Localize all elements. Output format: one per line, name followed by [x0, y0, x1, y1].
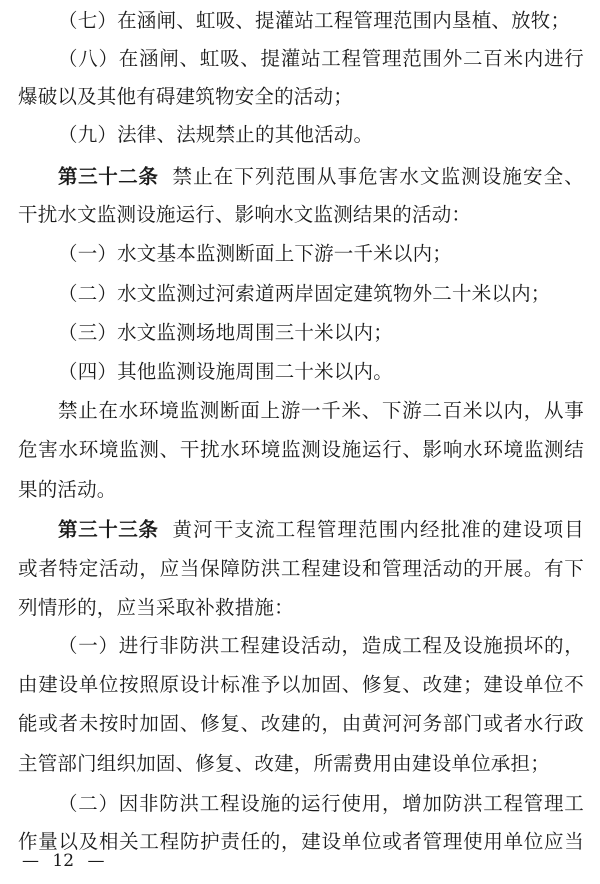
text-line: 列情形的，应当采取补救措施： [18, 596, 294, 619]
text-line: 黄河干支流工程管理范围内经批准的建设项目 [172, 518, 584, 541]
text-line: （二）水文监测过河索道两岸固定建筑物外二十米以内； [58, 282, 551, 305]
page-footer [22, 851, 112, 871]
text-line: 危害水环境监测、干扰水环境监测设施运行、影响水环境监测结 [18, 438, 584, 461]
article-33-heading-line [58, 518, 584, 542]
article-32-heading-line [58, 165, 584, 189]
footer-dash-right: — [87, 851, 105, 871]
text-line: 禁止在水环境监测断面上游一千米、下游二百米以内，从事 [58, 399, 584, 422]
footer-dash: — [22, 851, 39, 871]
text-line: 主管部门组织加固、修复、改建，所需费用由建设单位承担； [18, 752, 550, 775]
text-line: 或者特定活动，应当保障防洪工程建设和管理活动的开展。有下 [18, 557, 584, 580]
page-number: 12 [52, 851, 75, 871]
text-line: （九）法律、法规禁止的其他活动。 [58, 123, 374, 146]
text-line: （二）因非防洪工程设施的运行使用，增加防洪工程管理工 [58, 792, 584, 815]
text-line: 干扰水文监测设施运行、影响水文监测结果的活动： [18, 203, 472, 226]
text-line: 禁止在下列范围从事危害水文监测设施安全、 [172, 165, 584, 188]
text-line: 由建设单位按照原设计标准予以加固、修复、改建；建设单位不 [18, 673, 584, 696]
text-line: 果的活动。 [18, 478, 117, 501]
text-line: 爆破以及其他有碍建筑物安全的活动； [18, 85, 353, 108]
text-line: （一）水文基本监测断面上下游一千米以内； [58, 242, 453, 265]
text-line: 能或者未按时加固、修复、改建的，由黄河河务部门或者水行政 [18, 712, 584, 735]
text-line: （八）在涵闸、虹吸、提灌站工程管理范围外二百米内进行 [58, 47, 584, 70]
text-line: （四）其他监测设施周围二十米以内。 [58, 360, 393, 383]
text-line: 作量以及相关工程防护责任的，建设单位或者管理使用单位应当 [18, 830, 584, 853]
text-line: （七）在涵闸、虹吸、提灌站工程管理范围内垦植、放牧； [58, 9, 571, 32]
article-33-label: 第三十三条 [58, 518, 159, 541]
text-line: （三）水文监测场地周围三十米以内； [58, 321, 393, 344]
article-32-label: 第三十二条 [58, 165, 159, 188]
text-line: （一）进行非防洪工程建设活动，造成工程及设施损坏的， [58, 634, 584, 657]
